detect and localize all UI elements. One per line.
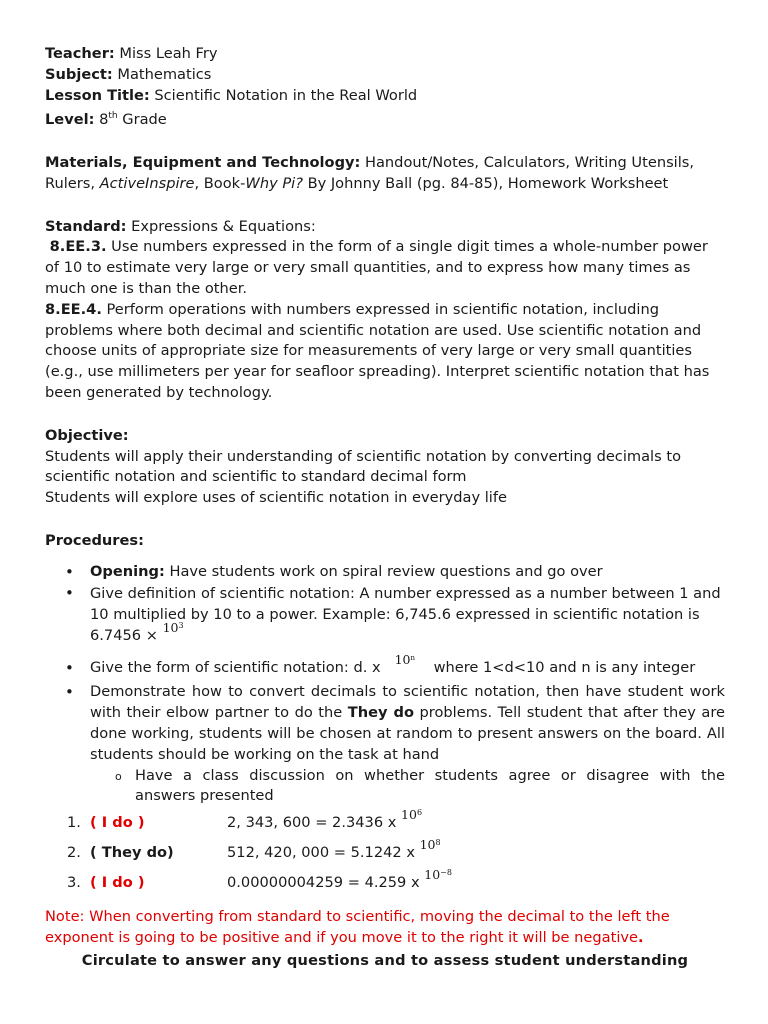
header-block xyxy=(45,44,725,131)
level-number: 8 xyxy=(99,111,109,129)
example-power-of-ten: $10^8$ xyxy=(419,837,441,853)
standard-title: Expressions & Equations: xyxy=(131,217,316,235)
teacher-value: Miss Leah Fry xyxy=(119,45,218,62)
materials-italic-a: ActiveInspire xyxy=(99,174,195,192)
example-role: ( I do ) xyxy=(90,874,145,892)
teacher-line xyxy=(45,44,725,65)
note-body: Note: When converting from standard to scientific, moving the decimal to the left the exponent is going to be positive and if you move it to the right it will be negative xyxy=(45,908,670,946)
example-role: ( They do) xyxy=(90,844,174,862)
subject-label: Subject: xyxy=(45,65,113,83)
opening-label: Opening: xyxy=(90,562,165,580)
standard-label: Standard: xyxy=(45,217,127,235)
standard-code-2: 8.EE.4. xyxy=(45,300,102,318)
lesson-line xyxy=(45,86,725,107)
lesson-value: Scientific Notation in the Real World xyxy=(154,86,418,104)
objective-label: Objective: xyxy=(45,426,129,444)
lesson-plan-page xyxy=(45,44,725,972)
lesson-label: Lesson Title: xyxy=(45,86,150,104)
power-of-ten-n: 10$^n$ xyxy=(394,651,415,667)
objective-line-2: Students will explore uses of scientific notation in everyday life xyxy=(45,489,507,507)
materials-text-a: Handout/Notes, Calculators, Writing Utensils, Rulers, xyxy=(45,154,695,192)
example-power-of-ten: $10^{-8}$ xyxy=(424,867,452,883)
example-equation: 0.00000004259 = 4.259 x $10^{-8}$ xyxy=(227,867,452,892)
example-number: 1. xyxy=(67,814,81,832)
example-equation: 2, 343, 600 = 2.3436 x $10^6$ xyxy=(227,807,423,832)
objective-line-1: Students will apply their understanding of scientific notation by converting decimals to scientific notation and scientific to standard decimal form xyxy=(45,447,681,486)
form-text-b: where 1<d<10 and n is any integer xyxy=(433,658,696,676)
objective-section xyxy=(45,426,725,509)
example-number: 2. xyxy=(67,844,81,862)
standard-section xyxy=(45,217,725,404)
example-equation: 512, 420, 000 = 5.1242 x $10^8$ xyxy=(227,837,441,862)
procedures-label: Procedures: xyxy=(45,532,144,549)
procedure-subitem-discussion xyxy=(45,766,725,808)
materials-label: Materials, Equipment and Technology: xyxy=(45,154,361,172)
example-item xyxy=(45,807,725,843)
procedure-item-form xyxy=(45,651,725,679)
standard-code-1: 8.EE.3. xyxy=(49,238,107,256)
example-number: 3. xyxy=(67,874,81,892)
circulate-instruction: Circulate to answer any questions and to assess student understanding xyxy=(81,951,689,969)
example-item xyxy=(45,837,725,873)
level-line xyxy=(45,106,725,131)
subject-line xyxy=(45,65,725,86)
procedures-section xyxy=(45,531,725,807)
procedure-item-definition xyxy=(45,583,725,646)
note-text xyxy=(45,907,725,949)
example-role: ( I do ) xyxy=(90,814,145,832)
discussion-text: Have a class discussion on whether students agree or disagree with the answers presented xyxy=(135,766,725,805)
standard-heading xyxy=(45,217,725,238)
subject-value: Mathematics xyxy=(117,65,212,83)
definition-text: Give definition of scientific notation: A number expressed as a number between 1 and 10 multiplied by 10 to a power. Example: 6,745.6 expressed in scientific notation is 6.7456 × xyxy=(90,584,721,644)
level-rest: Grade xyxy=(122,111,167,129)
standard-item-1 xyxy=(45,237,725,299)
examples-list xyxy=(45,807,725,903)
teacher-label: Teacher: xyxy=(45,45,115,62)
example-power-of-ten: $10^6$ xyxy=(401,807,423,823)
materials-italic-b: Why Pi? xyxy=(245,174,303,192)
materials-section xyxy=(45,153,725,195)
power-of-ten-example: $10^3$ xyxy=(162,619,184,635)
procedure-item-demonstrate xyxy=(45,682,725,765)
standard-item-2 xyxy=(45,300,725,404)
demonstrate-text-b: problems. Tell student that after they are done working, students will be chosen at random to present answers on the board. All students should be working on the task at hand xyxy=(90,704,725,763)
materials-text-c: By Johnny Ball (pg. 84-85), Homework Worksheet xyxy=(307,174,669,192)
level-label: Level: xyxy=(45,111,95,129)
note-end: . xyxy=(638,928,644,946)
materials-text-b: , Book- xyxy=(194,174,246,192)
example-item xyxy=(45,867,725,903)
standard-text-1: Use numbers expressed in the form of a single digit times a whole-number power of 10 to estimate very large or very small quantities, and to express how many times as much one is than the other. xyxy=(45,238,708,298)
standard-text-2: Perform operations with numbers expressed in scientific notation, including problems where both decimal and scientific notation are used. Use scientific notation and choose units of appropriate size for measurements of very large or very small quantities (e.g., use millimeters per year for seafloor spreading). Interpret scientific notation that has been generated by technology. xyxy=(45,300,710,402)
procedure-item-opening xyxy=(45,562,725,583)
form-text-a: Give the form of scientific notation: d. x xyxy=(90,658,381,676)
opening-text: Have students work on spiral review questions and go over xyxy=(169,562,603,580)
they-do-label: They do xyxy=(347,704,414,722)
procedures-list xyxy=(45,562,725,766)
demonstrate-text-a: Demonstrate how to convert decimals to scientific notation, then have student work with their elbow partner to do the xyxy=(90,683,725,722)
level-superscript: th xyxy=(108,111,118,122)
